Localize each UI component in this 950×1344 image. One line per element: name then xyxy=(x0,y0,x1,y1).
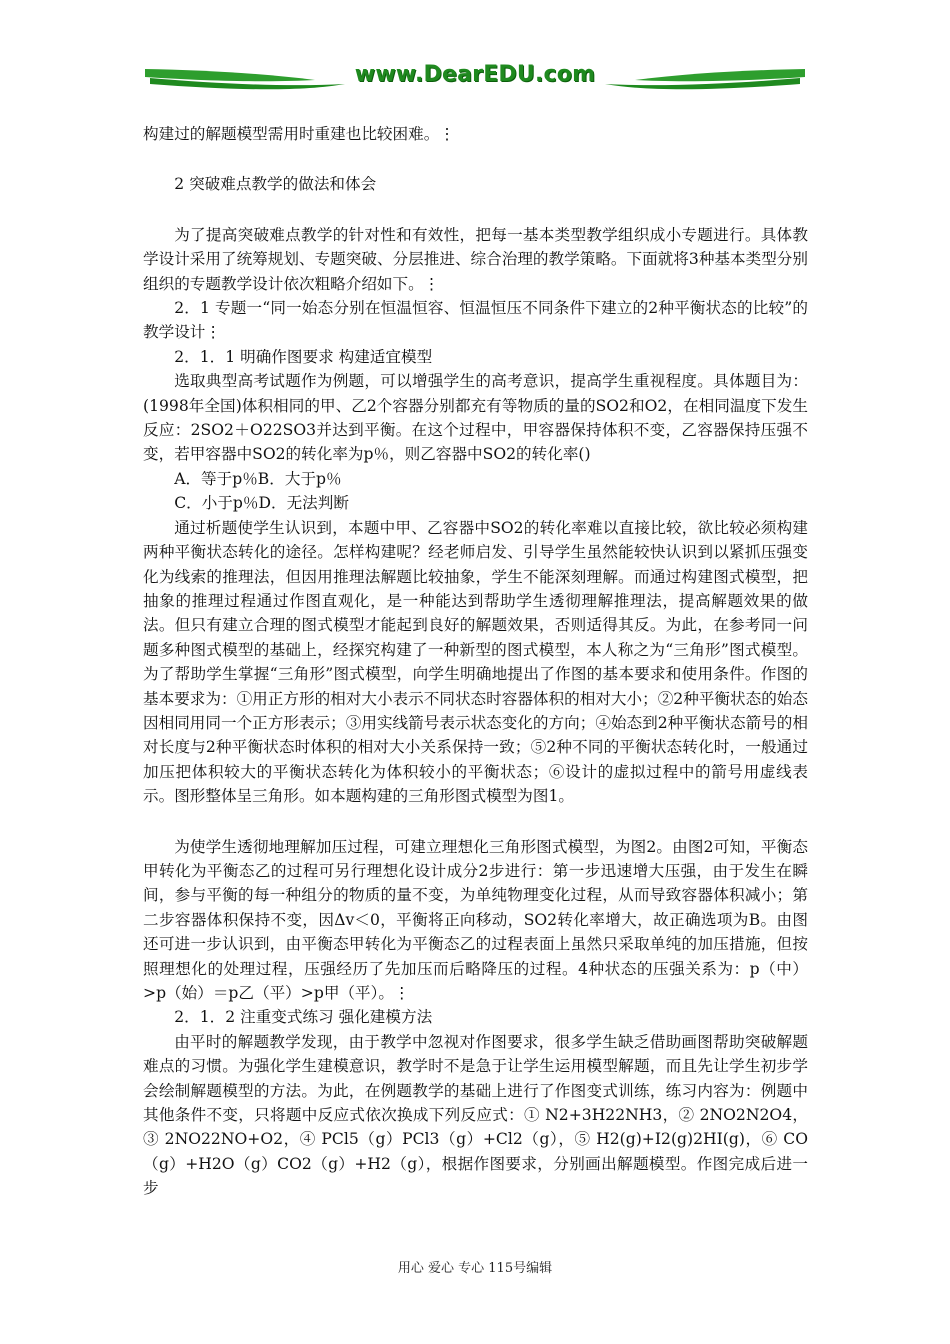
paragraph: 由平时的解题教学发现，由于教学中忽视对作图要求，很多学生缺乏借助画图帮助突破解题难点的习惯。为强化学生建模意识，教学时不是急于让学生运用模型解题，而且先让学生初步学会绘制解题模型的方法。为此，在例题教学的基础上进行了作图变式训练，练习内容为：例题中其他条件不变，只将题中反应式依次换成下列反应式：① N2+3H22NH3，② 2NO2N2O4，③ 2NO22NO+O2，④ PCl5（g）PCl3（g）+Cl2（g），⑤ H2(g)+I2(g)2HI(g)，⑥ CO（g）+H2O（g）CO2（g）+H2（g），根据作图要求，分别画出解题模型。作图完成后进一步 xyxy=(143,1032,808,1198)
article-body xyxy=(143,122,808,1201)
subsection-heading: 2．1 专题一“同一始态分别在恒温恒容、恒温恒压不同条件下建立的2种平衡状态的比较”的教学设计⋮ xyxy=(143,299,808,342)
paragraph: 为了提高突破难点教学的针对性和有效性，把每一基本类型教学组织成小专题进行。具体教学设计采用了统筹规划、专题突破、分层推进、综合治理的教学策略。下面就将3种基本类型分别组织的专题教学设计依次粗略介绍如下。⋮ xyxy=(143,225,808,293)
paragraph: 选取典型高考试题作为例题，可以增强学生的高考意识，提高学生重视程度。具体题目为：(1998年全国)体积相同的甲、乙2个容器分别都充有等物质的量的SO2和O2，在相同温度下发生反应：2SO2＋O22SO3并达到平衡。在这个过程中，甲容器保持体积不变，乙容器保持压强不变，若甲容器中SO2的转化率为p％，则乙容器中SO2的转化率() xyxy=(143,372,808,464)
header-banner xyxy=(140,60,810,100)
subsection-heading: 2．1．1 明确作图要求 构建适宜模型 xyxy=(174,347,433,366)
option-line: A．等于p％B．大于p％ xyxy=(174,469,342,488)
page-footer: 用心 爱心 专心 115号编辑 xyxy=(397,1261,553,1276)
paragraph: 为使学生透彻地理解加压过程，可建立理想化三角形图式模型，为图2。由图2可知，平衡态甲转化为平衡态乙的过程可另行理想化设计成分2步进行：第一步迅速增大压强，由于发生在瞬间，参与平衡的每一种组分的物质的量不变，为单纯物理变化过程，从而导致容器体积减小；第二步容器体积保持不变，因Δv＜0，平衡将正向移动，SO2转化率增大，故正确选项为B。由图还可进一步认识到，由平衡态甲转化为平衡态乙的过程表面上虽然只采取单纯的加压措施，但按照理想化的处理过程，压强经历了先加压而后略降压的过程。4种状态的压强关系为：p（中）>p（始）＝p乙（平）>p甲（平）。⋮ xyxy=(143,837,808,1002)
paragraph: 构建过的解题模型需用时重建也比较困难。⋮ xyxy=(143,125,455,143)
section-heading: 2 突破难点教学的做法和体会 xyxy=(174,175,377,194)
site-logo-text: www.DearEDU.com xyxy=(354,62,596,87)
subsection-heading: 2．1．2 注重变式练习 强化建模方法 xyxy=(174,1008,433,1027)
paragraph: 通过析题使学生认识到，本题中甲、乙容器中SO2的转化率难以直接比较，欲比较必须构建两种平衡状态转化的途径。怎样构建呢？经老师启发、引导学生虽然能较快认识到以紧抓压强变化为线索的推理法，但因用推理法解题比较抽象，学生不能深刻理解。而通过构建图式模型，把抽象的推理过程通过作图直观化，是一种能达到帮助学生透彻理解推理法，提高解题效果的做法。但只有建立合理的图式模型才能起到良好的解题效果，否则适得其反。为此，在参考同一问题多种图式模型的基础上，经探究构建了一种新型的图式模型，本人称之为“三角形”图式模型。为了帮助学生掌握“三角形”图式模型，向学生明确地提出了作图的基本要求和使用条件。作图的基本要求为：①用正方形的相对大小表示不同状态时容器体积的相对大小；②2种平衡状态的始态因相同用同一个正方形表示；③用实线箭号表示状态变化的方向；④始态到2种平衡状态箭号的相对长度与2种平衡状态时体积的相对大小关系保持一致；⑤2种不同的平衡状态转化时，一般通过加压把体积较大的平衡状态转化为体积较小的平衡状态；⑥设计的虚拟过程中的箭号用虚线表示。图形整体呈三角形。如本题构建的三角形图式模型为图1。 xyxy=(143,518,808,806)
option-line: C．小于p％D．无法判断 xyxy=(174,494,349,513)
